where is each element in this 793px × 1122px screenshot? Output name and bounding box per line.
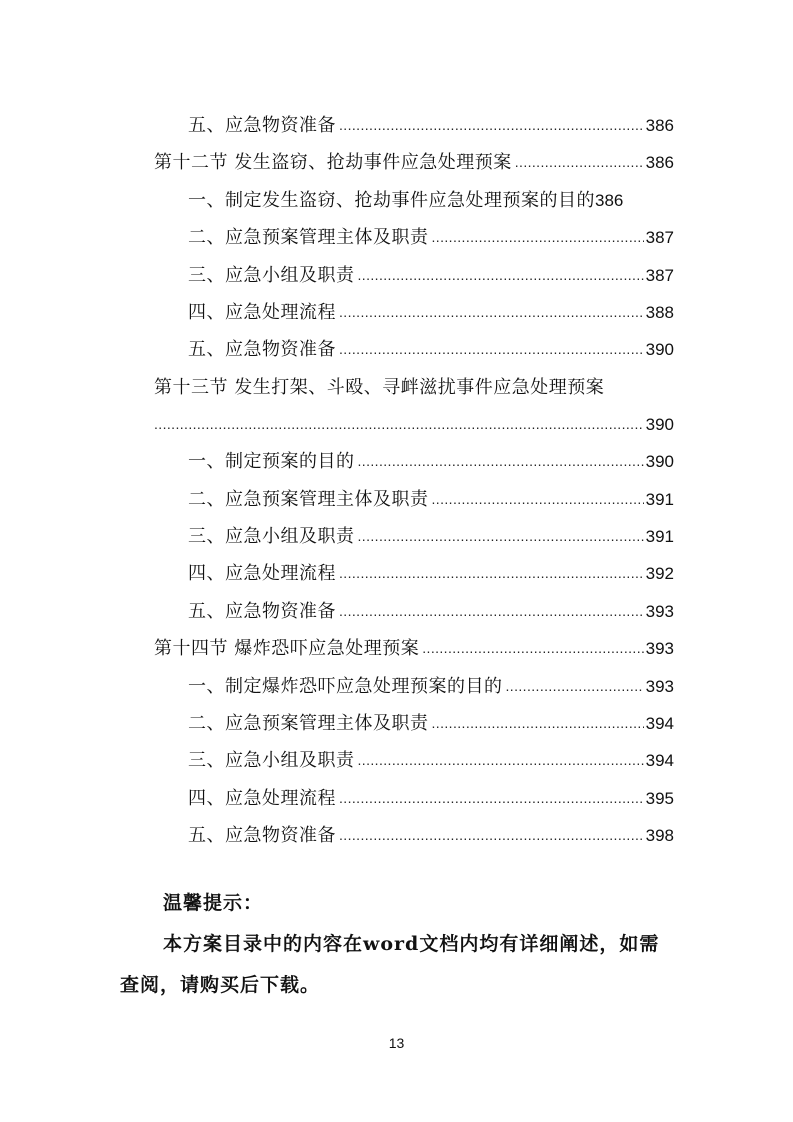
tips-body: 本方案目录中的内容在word文档内均有详细阐述，如需查阅，请购买后下载。 bbox=[120, 933, 660, 996]
toc-entry-page: 393 bbox=[645, 602, 674, 621]
toc-entry-title: 三、应急小组及职责 bbox=[188, 750, 355, 771]
toc-entry[interactable] bbox=[188, 698, 674, 735]
toc-entry[interactable] bbox=[188, 287, 674, 324]
toc-section-entry-continuation[interactable] bbox=[154, 399, 674, 436]
toc-entry-page: 387 bbox=[645, 266, 674, 285]
toc-entry-page: 393 bbox=[645, 677, 674, 696]
toc-entry[interactable] bbox=[188, 436, 674, 473]
tips-title: 温馨提示： bbox=[163, 892, 264, 914]
toc-entry[interactable] bbox=[188, 661, 674, 698]
toc-entry-page: 390 bbox=[645, 340, 674, 359]
toc-dot-leader bbox=[432, 714, 644, 732]
toc-entry-page: 391 bbox=[645, 527, 674, 546]
toc-entry-title: 第十二节 发生盗窃、抢劫事件应急处理预案 bbox=[154, 152, 512, 173]
toc-entry-page: 394 bbox=[645, 751, 674, 770]
toc-dot-leader bbox=[339, 789, 644, 807]
toc-entry-title: 第十四节 爆炸恐吓应急处理预案 bbox=[154, 638, 420, 659]
toc-dot-leader bbox=[422, 639, 643, 657]
toc-dot-leader bbox=[339, 340, 644, 358]
toc-entry-title: 五、应急物资准备 bbox=[188, 339, 336, 360]
toc-entry-page: 386 bbox=[645, 153, 674, 172]
toc-entry-page: 388 bbox=[645, 303, 674, 322]
toc-entry-page: 390 bbox=[645, 452, 674, 471]
toc-entry-page: 398 bbox=[645, 826, 674, 845]
toc-entry-title: 二、应急预案管理主体及职责 bbox=[188, 713, 429, 734]
toc-entry[interactable] bbox=[188, 175, 674, 212]
toc-dot-leader bbox=[515, 153, 644, 171]
toc-dot-leader bbox=[432, 228, 644, 246]
toc-entry-title: 四、应急处理流程 bbox=[188, 302, 336, 323]
page-number: 13 bbox=[388, 1035, 405, 1051]
toc-entry-title: 五、应急物资准备 bbox=[188, 115, 336, 136]
toc-entry-title: 三、应急小组及职责 bbox=[188, 265, 355, 286]
toc-entry[interactable] bbox=[188, 773, 674, 810]
toc-entry-title: 二、应急预案管理主体及职责 bbox=[188, 227, 429, 248]
toc-dot-leader bbox=[506, 677, 644, 695]
toc-entry-page: 392 bbox=[645, 564, 674, 583]
toc-entry-page: 386 bbox=[645, 116, 674, 135]
toc-entry-title: 第十三节 发生打架、斗殴、寻衅滋扰事件应急处理预案 bbox=[154, 377, 605, 398]
toc-entry[interactable] bbox=[188, 100, 674, 137]
toc-entry[interactable] bbox=[188, 735, 674, 772]
toc-entry-page: 390 bbox=[645, 415, 674, 434]
toc-entry-title: 一、制定预案的目的 bbox=[188, 451, 355, 472]
toc-entry-title: 一、制定发生盗窃、抢劫事件应急处理预案的目的 bbox=[188, 190, 595, 211]
toc-dot-leader bbox=[358, 266, 644, 284]
toc-dot-leader bbox=[358, 527, 644, 545]
toc-dot-leader bbox=[339, 826, 644, 844]
toc-dot-leader bbox=[154, 415, 644, 433]
toc-entry[interactable] bbox=[188, 324, 674, 361]
toc-entry[interactable] bbox=[188, 250, 674, 287]
toc-entry-page: 394 bbox=[645, 714, 674, 733]
toc-entry[interactable] bbox=[188, 474, 674, 511]
toc-entry-title: 四、应急处理流程 bbox=[188, 788, 336, 809]
toc-entry-title: 五、应急物资准备 bbox=[188, 601, 336, 622]
toc-entry[interactable] bbox=[188, 586, 674, 623]
toc-dot-leader bbox=[432, 490, 644, 508]
toc-entry-page: 393 bbox=[645, 639, 674, 658]
toc-entry-title: 三、应急小组及职责 bbox=[188, 526, 355, 547]
toc-entry[interactable] bbox=[188, 810, 674, 847]
toc-entry-page: 395 bbox=[645, 789, 674, 808]
toc-dot-leader bbox=[339, 564, 644, 582]
toc-entry-title: 二、应急预案管理主体及职责 bbox=[188, 489, 429, 510]
toc-entry[interactable] bbox=[188, 511, 674, 548]
toc-dot-leader bbox=[358, 751, 644, 769]
toc-section-entry[interactable] bbox=[154, 362, 674, 399]
toc-entry-title: 五、应急物资准备 bbox=[188, 825, 336, 846]
toc-section-entry[interactable] bbox=[154, 623, 674, 660]
toc-entry-title: 一、制定爆炸恐吓应急处理预案的目的 bbox=[188, 676, 503, 697]
toc-dot-leader bbox=[339, 116, 644, 134]
toc-entry-title: 四、应急处理流程 bbox=[188, 563, 336, 584]
toc-entry[interactable] bbox=[188, 212, 674, 249]
toc-section-entry[interactable] bbox=[154, 137, 674, 174]
toc-entry[interactable] bbox=[188, 548, 674, 585]
toc-dot-leader bbox=[339, 602, 644, 620]
toc-entry-page: 391 bbox=[645, 490, 674, 509]
toc-entry-page: 387 bbox=[645, 228, 674, 247]
toc-entry-page: 386 bbox=[595, 191, 624, 210]
toc-dot-leader bbox=[358, 452, 644, 470]
toc-dot-leader bbox=[339, 303, 644, 321]
